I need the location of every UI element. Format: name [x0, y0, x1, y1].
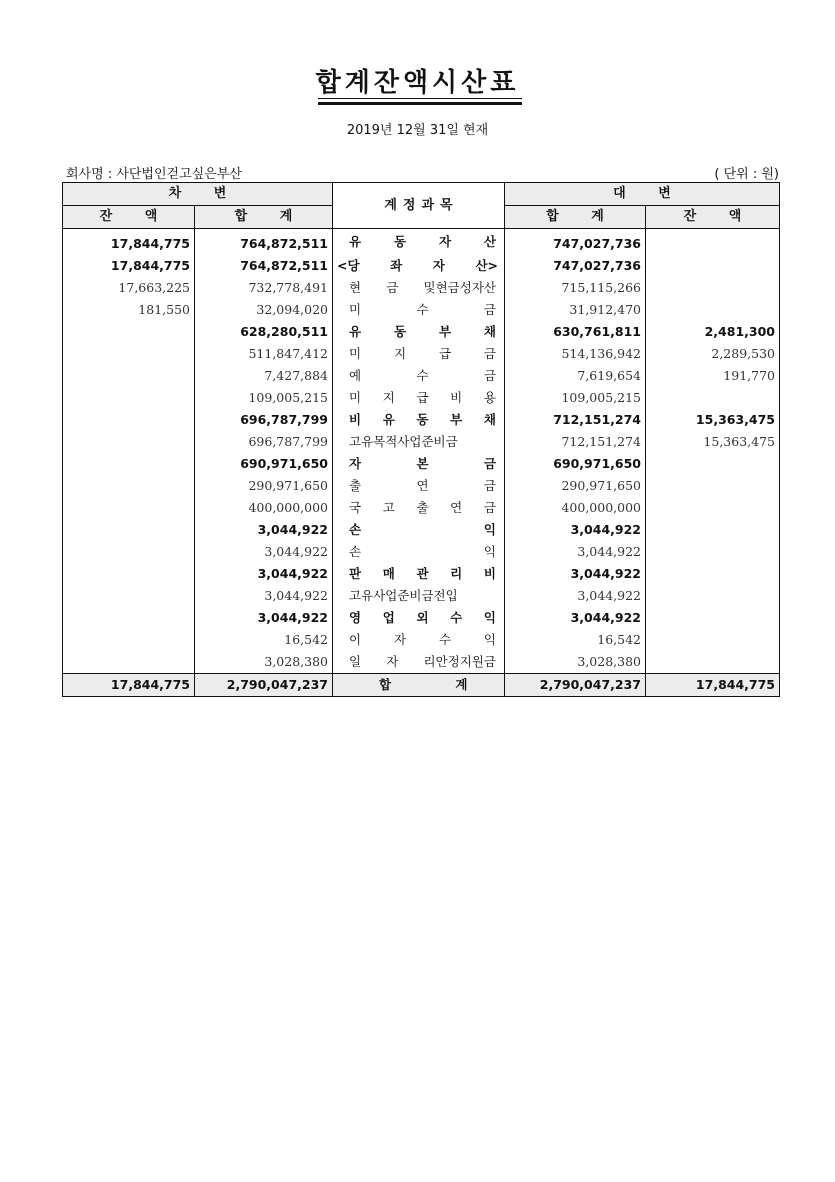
total-row [63, 674, 780, 697]
credit-total-cell: 712,151,274 [505, 409, 646, 431]
credit-balance-cell [646, 229, 780, 256]
debit-balance-cell: 17,663,225 [63, 277, 195, 299]
debit-balance-cell [63, 453, 195, 475]
debit-balance-cell [63, 607, 195, 629]
credit-balance-cell [646, 585, 780, 607]
debit-balance-cell [63, 651, 195, 674]
debit-total-cell: 109,005,215 [195, 387, 333, 409]
credit-total-cell: 290,971,650 [505, 475, 646, 497]
table-row [63, 519, 780, 541]
report-date: 2019년 12월 31일 현재 [346, 123, 489, 138]
debit-total-cell: 511,847,412 [195, 343, 333, 365]
trial-balance-table [62, 182, 780, 697]
title-underline-thick [318, 102, 522, 105]
debit-balance-cell [63, 497, 195, 519]
credit-balance-cell [646, 497, 780, 519]
table-row [63, 629, 780, 651]
table-row [63, 563, 780, 585]
credit-balance-cell [646, 629, 780, 651]
credit-balance-cell [646, 277, 780, 299]
credit-total-cell: 715,115,266 [505, 277, 646, 299]
debit-balance-cell [63, 475, 195, 497]
credit-total-cell: 109,005,215 [505, 387, 646, 409]
debit-total-cell: 3,028,380 [195, 651, 333, 674]
total-debit-total: 2,790,047,237 [195, 674, 333, 697]
credit-balance-cell: 2,481,300 [646, 321, 780, 343]
debit-balance-cell: 17,844,775 [63, 255, 195, 277]
table-row [63, 343, 780, 365]
debit-total-cell: 400,000,000 [195, 497, 333, 519]
account-name-cell: 출 연 금 [333, 475, 505, 497]
credit-total-cell: 7,619,654 [505, 365, 646, 387]
debit-total-cell: 32,094,020 [195, 299, 333, 321]
credit-balance-cell [646, 475, 780, 497]
credit-total-cell: 747,027,736 [505, 229, 646, 256]
debit-total-cell: 3,044,922 [195, 541, 333, 563]
credit-total-cell: 400,000,000 [505, 497, 646, 519]
credit-balance-cell: 15,363,475 [646, 409, 780, 431]
debit-total-cell: 16,542 [195, 629, 333, 651]
table-row [63, 255, 780, 277]
account-name-cell: 유 동 부 채 [333, 321, 505, 343]
debit-total-cell: 3,044,922 [195, 607, 333, 629]
credit-total-cell: 712,151,274 [505, 431, 646, 453]
credit-header: 대 변 [505, 183, 780, 206]
total-credit-total: 2,790,047,237 [505, 674, 646, 697]
credit-total-cell: 3,044,922 [505, 541, 646, 563]
account-name-cell: 일 자 리안정지원금 [333, 651, 505, 674]
debit-total-cell: 764,872,511 [195, 229, 333, 256]
account-name-cell: 유 동 자 산 [333, 229, 505, 256]
table-row [63, 475, 780, 497]
account-name-cell: 손 익 [333, 541, 505, 563]
account-name-cell: 예 수 금 [333, 365, 505, 387]
debit-total-cell: 696,787,799 [195, 409, 333, 431]
debit-balance-cell [63, 629, 195, 651]
account-name-cell: 영 업 외 수 익 [333, 607, 505, 629]
table-row [63, 321, 780, 343]
debit-total-cell: 764,872,511 [195, 255, 333, 277]
credit-total-cell: 3,044,922 [505, 519, 646, 541]
account-name-cell: 고유목적사업준비금 [333, 431, 505, 453]
account-name-cell: 이 자 수 익 [333, 629, 505, 651]
debit-total-cell: 732,778,491 [195, 277, 333, 299]
table-row [63, 277, 780, 299]
credit-total-cell: 514,136,942 [505, 343, 646, 365]
account-name-cell: 미 지 급 금 [333, 343, 505, 365]
debit-total-cell: 3,044,922 [195, 585, 333, 607]
debit-total-cell: 7,427,884 [195, 365, 333, 387]
credit-balance-cell: 2,289,530 [646, 343, 780, 365]
credit-total-cell: 31,912,470 [505, 299, 646, 321]
table-row [63, 229, 780, 256]
account-name-cell: 미 지 급 비 용 [333, 387, 505, 409]
debit-total-cell: 290,971,650 [195, 475, 333, 497]
debit-balance-cell [63, 365, 195, 387]
credit-total-cell: 3,044,922 [505, 607, 646, 629]
credit-total-cell: 630,761,811 [505, 321, 646, 343]
credit-total-cell: 16,542 [505, 629, 646, 651]
account-name-cell: 현 금 및현금성자산 [333, 277, 505, 299]
credit-balance-cell [646, 255, 780, 277]
account-name-cell: 자 본 금 [333, 453, 505, 475]
account-name-cell: 국 고 출 연 금 [333, 497, 505, 519]
table-row [63, 299, 780, 321]
account-name-cell: 고유사업준비금전입 [333, 585, 505, 607]
debit-balance-header: 잔 액 [63, 206, 195, 229]
table-row [63, 453, 780, 475]
total-label: 합 계 [333, 674, 505, 697]
credit-total-cell: 3,044,922 [505, 585, 646, 607]
title-underline [318, 98, 522, 99]
total-credit-balance: 17,844,775 [646, 674, 780, 697]
table-row [63, 651, 780, 674]
debit-balance-cell: 17,844,775 [63, 229, 195, 256]
credit-balance-cell [646, 299, 780, 321]
debit-total-header: 합 계 [195, 206, 333, 229]
debit-total-cell: 696,787,799 [195, 431, 333, 453]
credit-balance-header: 잔 액 [646, 206, 780, 229]
credit-balance-cell [646, 541, 780, 563]
table-row [63, 607, 780, 629]
debit-total-cell: 690,971,650 [195, 453, 333, 475]
debit-balance-cell [63, 343, 195, 365]
unit-label: ( 단위 : 원) [714, 167, 779, 182]
credit-balance-cell [646, 651, 780, 674]
debit-balance-cell [63, 387, 195, 409]
page-title: 합계잔액시산표 [315, 68, 520, 98]
credit-balance-cell [646, 453, 780, 475]
table-row [63, 409, 780, 431]
table-row [63, 541, 780, 563]
debit-total-cell: 628,280,511 [195, 321, 333, 343]
account-name-cell: 손 익 [333, 519, 505, 541]
debit-balance-cell [63, 563, 195, 585]
debit-balance-cell [63, 321, 195, 343]
debit-balance-cell [63, 585, 195, 607]
credit-balance-cell [646, 519, 780, 541]
credit-balance-cell [646, 387, 780, 409]
table-row [63, 431, 780, 453]
account-name-cell: 판 매 관 리 비 [333, 563, 505, 585]
debit-balance-cell [63, 541, 195, 563]
credit-total-header: 합 계 [505, 206, 646, 229]
table-row [63, 585, 780, 607]
debit-balance-cell [63, 409, 195, 431]
debit-balance-cell [63, 431, 195, 453]
account-name-cell: <당 좌 자 산> [333, 255, 505, 277]
company-name: 회사명 : 사단법인걷고싶은부산 [66, 167, 242, 182]
debit-total-cell: 3,044,922 [195, 563, 333, 585]
credit-total-cell: 747,027,736 [505, 255, 646, 277]
table-row [63, 387, 780, 409]
credit-total-cell: 3,028,380 [505, 651, 646, 674]
debit-balance-cell [63, 519, 195, 541]
debit-balance-cell: 181,550 [63, 299, 195, 321]
credit-balance-cell [646, 607, 780, 629]
debit-total-cell: 3,044,922 [195, 519, 333, 541]
table-row [63, 365, 780, 387]
credit-total-cell: 690,971,650 [505, 453, 646, 475]
credit-balance-cell: 191,770 [646, 365, 780, 387]
account-name-cell: 비 유 동 부 채 [333, 409, 505, 431]
credit-balance-cell [646, 563, 780, 585]
credit-total-cell: 3,044,922 [505, 563, 646, 585]
table-body [63, 229, 780, 674]
account-name-cell: 미 수 금 [333, 299, 505, 321]
total-debit-balance: 17,844,775 [63, 674, 195, 697]
table-row [63, 497, 780, 519]
credit-balance-cell: 15,363,475 [646, 431, 780, 453]
debit-header: 차 변 [63, 183, 333, 206]
account-header: 계정과목 [333, 183, 505, 229]
